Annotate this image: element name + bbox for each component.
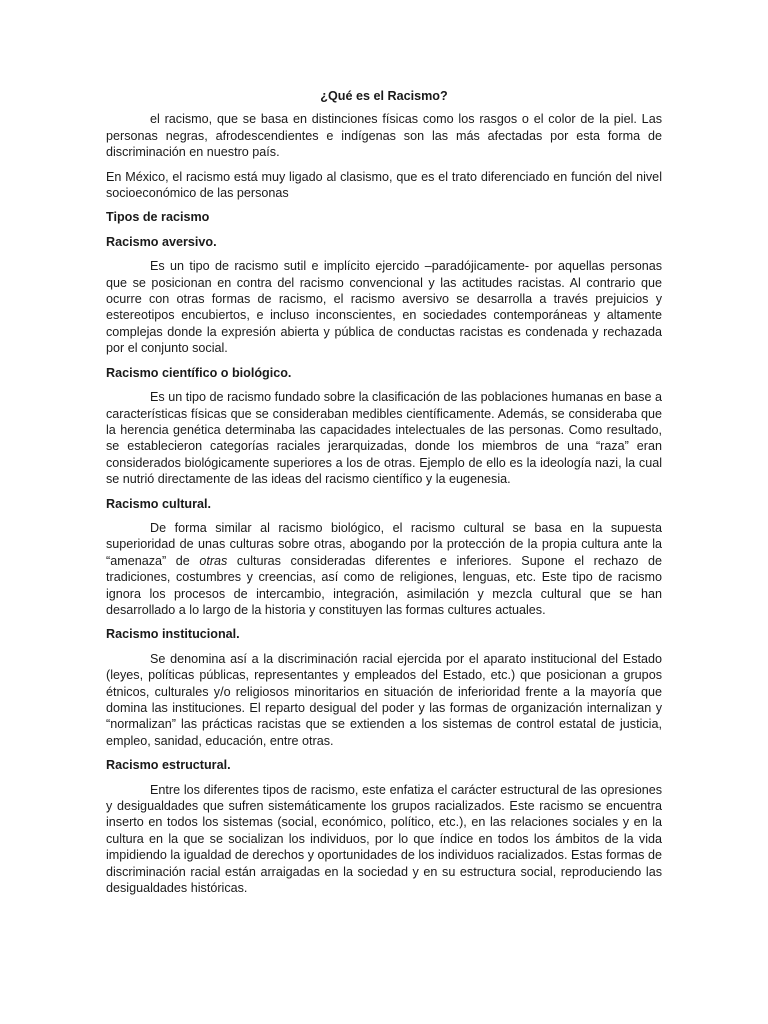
section-heading-cultural: Racismo cultural. <box>106 496 211 511</box>
section-heading-aversivo: Racismo aversivo. <box>106 234 217 249</box>
section-body-estructural: Entre los diferentes tipos de racismo, este enfatiza el carácter estructural de las opresiones y desigualdades que sufren sistemáticamente los grupos racializados. Este racismo se encuentra inserto en todos los sistemas (social, económico, político, etc.), en las relaciones sociales y en la cultura en la que se socializan los individuos, por lo que índice en todos los ámbitos de la vida impidiendo la igualdad de derechos y oportunidades de los individuos racializados. Estas formas de discriminación racial están arraigadas en la sociedad y en su estructura social, reproduciendo las desigualdades históricas. <box>106 782 662 896</box>
section-heading-estructural: Racismo estructural. <box>106 758 231 773</box>
intro-paragraph: el racismo, que se basa en distinciones físicas como los rasgos o el color de la piel. Las personas negras, afrodescendientes e indígenas son las más afectadas por esta forma de discriminación en nuestro país. <box>106 112 662 160</box>
section-body-cientifico: Es un tipo de racismo fundado sobre la clasificación de las poblaciones humanas en base a características físicas que se consideraban medibles científicamente. Además, se consideraba que la herencia genética determinaba las capacidades intelectuales de las personas. Como resultado, se establecieron categorías raciales jerarquizadas, donde los miembros de una “raza” eran considerados biológicamente superiores a los de otras. Ejemplo de ello es la ideología nazi, la cual se nutrió directamente de las ideas del racismo científico y la eugenesia. <box>106 390 662 487</box>
types-heading: Tipos de racismo <box>106 210 210 225</box>
section-body-cultural <box>106 520 662 618</box>
section-body-cultural-part1: De forma similar al racismo biológico, el racismo cultural se basa en la supuesta superioridad de unas culturas sobre otras, abogando por la protección de la propia cultura ante la “amenaza” de <box>106 520 662 568</box>
document-page <box>106 88 662 904</box>
document-title: ¿Qué es el Racismo? <box>320 89 448 103</box>
section-heading-institucional: Racismo institucional. <box>106 627 240 642</box>
section-body-cultural-italic: otras <box>199 553 228 568</box>
section-body-cultural-part2: culturas consideradas diferentes e inferiores. Supone el rechazo de tradiciones, costumbres y creencias, así como de religiones, lenguas, etc. Este tipo de racismo ignora los procesos de intercambio, integración, asimilación y mezcla cultural que se han desarrollado a lo largo de la historia y constituyen las formas cultures actuales. <box>106 553 663 617</box>
section-body-institucional: Se denomina así a la discriminación racial ejercida por el aparato institucional del Estado (leyes, políticas públicas, representantes y empleados del Estado, etc.) que posicionan a grupos étnicos, culturales y/o religiosos minoritarios en situación de inferioridad frente a la mayoría que domina las instituciones. El reparto desigual del poder y las formas de organización internalizan y “normalizan” las prácticas racistas que se extienden a los sistemas de control estatal de justicia, empleo, sanidad, educación, entre otras. <box>106 651 662 748</box>
section-heading-cientifico: Racismo científico o biológico. <box>106 365 292 380</box>
section-body-aversivo: Es un tipo de racismo sutil e implícito ejercido –paradójicamente- por aquellas personas que se posicionan en contra del racismo convencional y las actitudes racistas. Al contrario que ocurre con otras formas de racismo, el racismo aversivo se desarrolla a través prejuicios y estereotipos encubiertos, e incluso inconscientes, en sociedades contemporáneas y altamente complejas donde la expresión abierta y pública de conductas racistas es condenada y rechazada por el conjunto social. <box>106 259 662 356</box>
intro-paragraph-mexico: En México, el racismo está muy ligado al clasismo, que es el trato diferenciado en función del nivel socioeconómico de las personas <box>106 169 662 201</box>
